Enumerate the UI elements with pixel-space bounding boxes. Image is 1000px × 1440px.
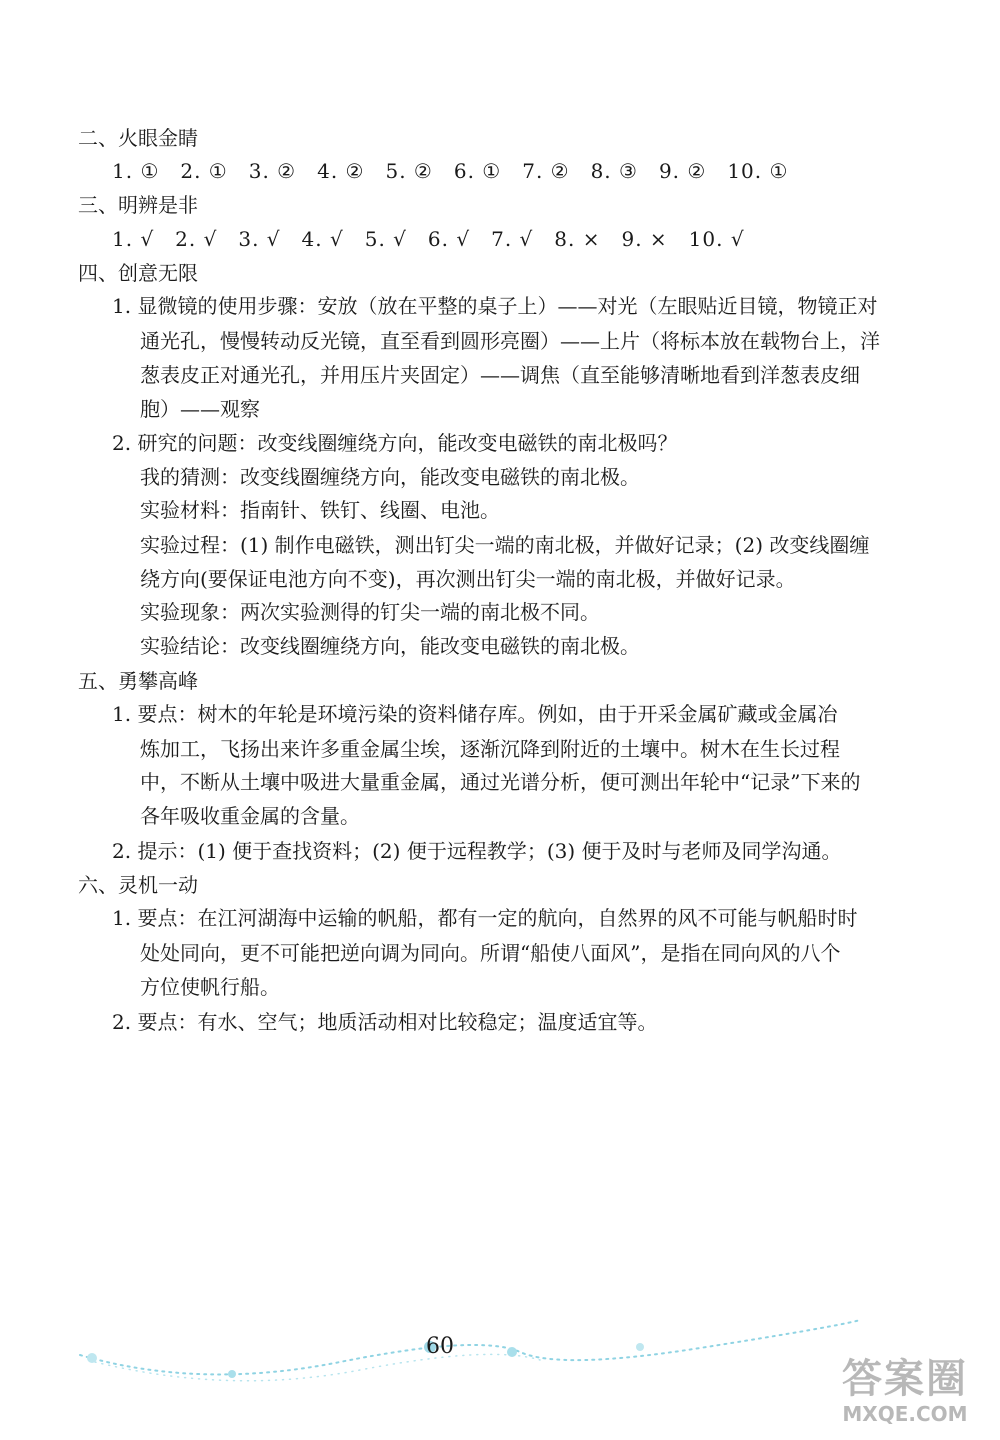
section-3-answers: 1. √ 2. √ 3. √ 4. √ 5. √ 6. √ 7. √ 8. × 9. × 10. √ <box>112 227 745 251</box>
section-2-answers: 1. ① 2. ① 3. ② 4. ② 5. ② 6. ① 7. ② 8. ③ 9. ② 10. ① <box>112 159 789 183</box>
s6-q1-line: 方位使帆行船。 <box>140 975 280 999</box>
s5-q1-line: 中，不断从土壤中吸进大量重金属，通过光谱分析，便可测出年轮中“记录”下来的 <box>140 770 861 794</box>
s5-q1-line: 各年吸收重金属的含量。 <box>140 804 360 828</box>
s4-q2-line: 2. 研究的问题：改变线圈缠绕方向，能改变电磁铁的南北极吗？ <box>112 431 678 455</box>
s4-q1-line: 1. 显微镜的使用步骤：安放（放在平整的桌子上）——对光（左眼贴近目镜，物镜正对 <box>112 294 878 318</box>
s4-q2-line: 绕方向(要保证电池方向不变)，再次测出钉尖一端的南北极，并做好记录。 <box>140 567 796 591</box>
watermark-url: MXQE.COM <box>842 1402 968 1426</box>
page-number: 60 <box>426 1334 454 1359</box>
s4-q1-line: 通光孔，慢慢转动反光镜，直至看到圆形亮圈）——上片（将标本放在载物台上，洋 <box>140 329 880 353</box>
s4-q2-line: 实验结论：改变线圈缠绕方向，能改变电磁铁的南北极。 <box>140 634 640 658</box>
watermark-logo <box>820 1355 990 1435</box>
s4-q2-line: 我的猜测：改变线圈缠绕方向，能改变电磁铁的南北极。 <box>140 465 640 489</box>
s4-q2-line: 实验过程：(1) 制作电磁铁，测出钉尖一端的南北极，并做好记录；(2) 改变线圈缠 <box>140 533 870 557</box>
s6-q1-line: 处处同向，更不可能把逆向调为同向。所谓“船使八面风”，是指在同向风的八个 <box>140 941 841 965</box>
section-title-6: 六、灵机一动 <box>78 873 198 897</box>
s4-q2-line: 实验材料：指南针、铁钉、线圈、电池。 <box>140 498 500 522</box>
watermark-title: 答案圈 <box>842 1355 968 1402</box>
s5-q2-line: 2. 提示：(1) 便于查找资料；(2) 便于远程教学；(3) 便于及时与老师及同学沟通。 <box>112 839 842 863</box>
section-title-3: 三、明辨是非 <box>78 193 198 217</box>
s4-q1-line: 胞）——观察 <box>140 397 260 421</box>
s5-q1-line: 1. 要点：树木的年轮是环境污染的资料储存库。例如，由于开采金属矿藏或金属冶 <box>112 702 838 726</box>
s4-q1-line: 葱表皮正对通光孔，并用压片夹固定）——调焦（直至能够清晰地看到洋葱表皮细 <box>140 363 860 387</box>
s5-q1-line: 炼加工，飞扬出来许多重金属尘埃，逐渐沉降到附近的土壤中。树木在生长过程 <box>140 737 840 761</box>
s6-q1-line: 1. 要点：在江河湖海中运输的帆船，都有一定的航向，自然界的风不可能与帆船时时 <box>112 906 858 930</box>
section-title-5: 五、勇攀高峰 <box>78 669 198 693</box>
s6-q2-line: 2. 要点：有水、空气；地质活动相对比较稳定；温度适宜等。 <box>112 1010 658 1034</box>
section-title-2: 二、火眼金睛 <box>78 126 198 150</box>
s4-q2-line: 实验现象：两次实验测得的钉尖一端的南北极不同。 <box>140 600 600 624</box>
section-title-4: 四、创意无限 <box>78 261 198 285</box>
